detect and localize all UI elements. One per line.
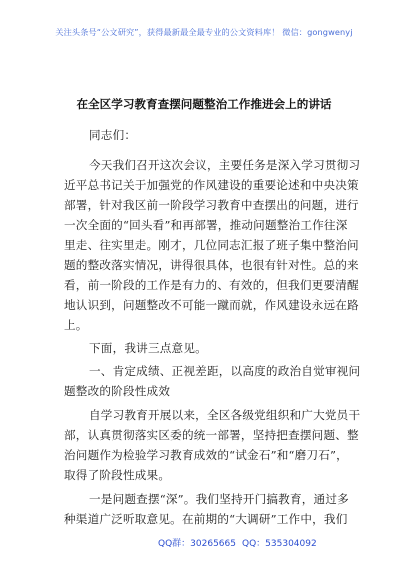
paragraph-line: 自学习教育开展以来，全区各级党组织和广大党员干 bbox=[89, 408, 361, 422]
paragraph-line: 里走、往实里走。刚才，几位同志汇报了班子集中整治问 bbox=[64, 238, 359, 252]
paragraph-line: 一次全面的“回头看”和再部署，推动问题整治工作往深 bbox=[64, 218, 348, 232]
footer-qq: QQ：535304092 bbox=[242, 539, 317, 549]
header-note: 关注头条号“公文研究”，获得最新最全最专业的公文资料库！ 微信：gongwenyj bbox=[55, 27, 353, 37]
section-heading-line: 一、肯定成绩、正视差距，以高度的政治自觉审视问 bbox=[89, 364, 361, 378]
paragraph-line: 近平总书记关于加强党的作风建设的重要论述和中央决策 bbox=[64, 178, 359, 192]
paragraph-line: 一是问题查摆“深”。我们坚持开门搞教育，通过多 bbox=[89, 492, 349, 506]
paragraph-line: 部，认真贯彻落实区委的统一部署，坚持把查摆问题、整 bbox=[64, 428, 359, 442]
paragraph-line: 上。 bbox=[64, 318, 88, 332]
paragraph-line: 治问题作为检验学习教育成效的“试金石”和“磨刀石”， bbox=[64, 448, 348, 462]
paragraph-line: 地认识到，问题整改不可能一蹴而就，作风建设永远在路 bbox=[64, 298, 359, 312]
paragraph-line: 看，前一阶段的工作是有力的、有效的，但我们更要清醒 bbox=[64, 278, 359, 292]
salutation: 同志们： bbox=[89, 128, 137, 142]
paragraph-line: 今天我们召开这次会议，主要任务是深入学习贯彻习 bbox=[89, 158, 361, 172]
paragraph-line: 部署，针对我区前一阶段学习教育中查摆出的问题，进行 bbox=[64, 198, 359, 212]
paragraph-line: 题的整改落实情况，讲得很具体，也很有针对性。总的来 bbox=[64, 258, 359, 272]
footer-qq-group: QQ群：30265665 bbox=[158, 539, 236, 549]
section-heading-line: 题整改的阶段性成效 bbox=[64, 384, 171, 398]
paragraph-line: 下面，我讲三点意见。 bbox=[89, 341, 207, 355]
paragraph-line: 种渠道广泛听取意见。在前期的“大调研”工作中，我们 bbox=[64, 512, 348, 526]
paragraph-line: 取得了阶段性成果。 bbox=[64, 468, 171, 482]
document-title: 在全区学习教育查摆问题整治工作推进会上的讲话 bbox=[76, 97, 332, 111]
